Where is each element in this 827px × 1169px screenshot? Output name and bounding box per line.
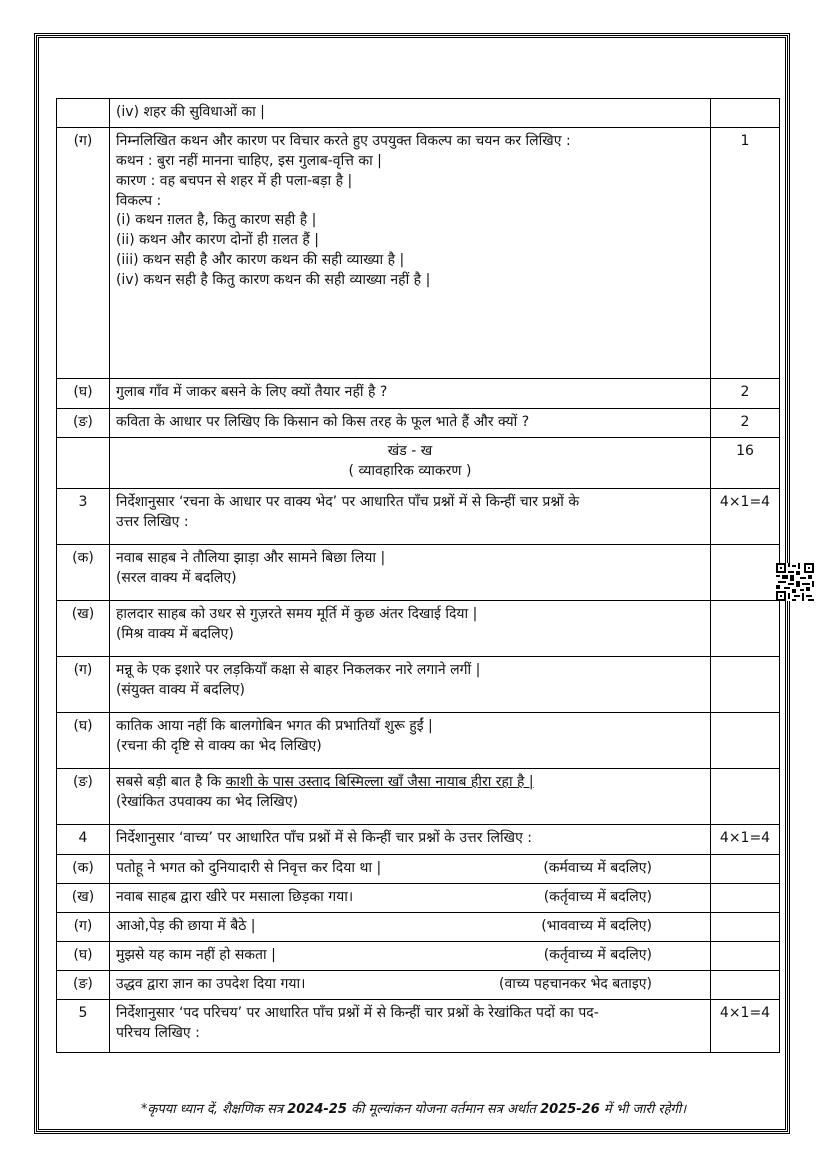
question-line: (रचना की दृष्टि से वाक्य का भेद लिखिए) (115, 737, 322, 754)
marks (711, 656, 780, 712)
question-number: (ग) (57, 912, 110, 941)
question-text (109, 883, 710, 912)
marks: 2 (711, 378, 780, 408)
marks (711, 768, 780, 824)
question-number: 5 (57, 999, 110, 1052)
question-line: गुलाब गाँव में जाकर बसने के लिए क्यों तैयार नहीं है ? (115, 383, 388, 400)
table-row (57, 656, 780, 712)
underlined-clause: काशी के पास उस्ताद बिस्मिल्ला खाँ जैसा नायाब हीरा रहा है | (225, 773, 534, 790)
question-text (109, 99, 710, 128)
question-line: (iv) कथन सही है कितु कारण कथन की सही व्याख्या नहीं है | (115, 272, 431, 288)
instruction: (कर्तृवाच्य में बदलिए) (543, 946, 652, 963)
marks (711, 883, 780, 912)
question-number: (ख) (57, 883, 110, 912)
sentence: नवाब साहब द्वारा खीरे पर मसाला छिड़का गया। (115, 888, 354, 905)
sentence: पतोहू ने भगत को दुनियादारी से निवृत्त कर दिया था | (115, 859, 382, 876)
section-title: खंड - ख (387, 442, 433, 459)
question-text (109, 600, 710, 656)
marks (711, 941, 780, 970)
table-row (57, 883, 780, 912)
question-number: (क) (57, 854, 110, 883)
question-text (109, 970, 710, 999)
table-row (57, 824, 780, 854)
table-row (57, 99, 780, 128)
table-row (57, 970, 780, 999)
question-text (109, 768, 710, 824)
question-line (116, 859, 704, 879)
question-text (109, 999, 710, 1052)
question-line: हालदार साहब को उधर से गुज़रते समय मूर्ति में कुछ अंतर दिखाई दिया | (115, 605, 478, 622)
question-line (116, 888, 704, 908)
question-number: (ङ) (57, 970, 110, 999)
instruction: (कर्तृवाच्य में बदलिए) (543, 888, 652, 905)
question-number: (ख) (57, 600, 110, 656)
question-line: (मिश्र वाक्य में बदलिए) (115, 625, 234, 642)
table-row (57, 127, 780, 378)
question-number: (ङ) (57, 768, 110, 824)
marks: 2 (711, 408, 780, 437)
section-subtitle: ( व्यावहारिक व्याकरण ) (348, 462, 472, 479)
question-line: उत्तर लिखिए : (115, 513, 189, 530)
question-line: (रेखांकित उपवाक्य का भेद लिखिए) (115, 793, 299, 810)
question-number: (ग) (57, 656, 110, 712)
question-text (109, 127, 710, 378)
question-number: (ग) (57, 127, 110, 378)
instruction: (भाववाच्य में बदलिए) (541, 917, 652, 934)
footer-text-2: की मूल्यांकन योजना वर्तमान सत्र अर्थात (346, 1102, 541, 1117)
sentence: आओ,पेड़ की छाया में बैठे | (115, 917, 256, 934)
question-line: विकल्प : (115, 192, 162, 209)
table-row (57, 941, 780, 970)
table-row (57, 712, 780, 768)
marks: 16 (711, 437, 780, 488)
question-text (109, 488, 710, 544)
marks: 4×1=4 (711, 999, 780, 1052)
question-text (109, 824, 710, 854)
question-text (109, 656, 710, 712)
footer-text-3: में भी जारी रहेगी। (599, 1102, 687, 1117)
question-number: (घ) (57, 941, 110, 970)
footer-session-1: 2024-25 (287, 1102, 347, 1117)
footer-session-2: 2025-26 (540, 1102, 600, 1117)
question-line: नवाब साहब ने तौलिया झाड़ा और सामने बिछा लिया | (115, 549, 386, 566)
marks (711, 600, 780, 656)
question-table (56, 98, 780, 1053)
question-line: (i) कथन ग़लत है, कितु कारण सही है | (115, 212, 317, 229)
table-row (57, 999, 780, 1052)
table-row (57, 408, 780, 437)
question-number: (घ) (57, 378, 110, 408)
instruction: (वाच्य पहचानकर भेद बताइए) (499, 975, 652, 992)
question-line: (ii) कथन और कारण दोनों ही ग़लत हैं | (115, 232, 320, 249)
table-row (57, 378, 780, 408)
question-text (109, 712, 710, 768)
table-row (57, 488, 780, 544)
question-number: (क) (57, 544, 110, 600)
question-text (109, 544, 710, 600)
marks: 4×1=4 (711, 824, 780, 854)
question-number: 4 (57, 824, 110, 854)
table-row (57, 544, 780, 600)
question-text (109, 941, 710, 970)
question-number (57, 99, 110, 128)
marks (711, 854, 780, 883)
question-line: (सरल वाक्य में बदलिए) (115, 569, 237, 586)
question-line: कथन : बुरा नहीं मानना चाहिए, इस गुलाब-वृत्ति का | (115, 152, 382, 169)
question-line: निर्देशानुसार ‘पद परिचय’ पर आधारित पाँच प्रश्नों में से किन्हीं चार प्रश्नों के रेखांकित पदों का पद- (115, 1004, 599, 1021)
question-line (116, 975, 704, 995)
question-line (116, 917, 704, 937)
question-line: (iv) शहर की सुविधाओं का | (115, 104, 265, 120)
question-text (109, 408, 710, 437)
table-row (57, 600, 780, 656)
question-line: निर्देशानुसार ‘रचना के आधार पर वाक्य भेद’ पर आधारित पाँच प्रश्नों में से किन्हीं चार प्रश्नों के (115, 493, 580, 510)
question-text (109, 437, 710, 488)
marks (711, 99, 780, 128)
table-row (57, 912, 780, 941)
question-line: (iii) कथन सही है और कारण कथन की सही व्याख्या है | (115, 252, 405, 269)
question-number: (ङ) (57, 408, 110, 437)
question-number: 3 (57, 488, 110, 544)
table-row (57, 437, 780, 488)
question-line: परिचय लिखिए : (115, 1024, 200, 1041)
question-line: कविता के आधार पर लिखिए कि किसान को किस तरह के फूल भाते हैं और क्यों ? (115, 413, 530, 430)
marks: 1 (711, 127, 780, 378)
sentence: उद्धव द्वारा ज्ञान का उपदेश दिया गया। (115, 975, 306, 992)
question-line-plain: सबसे बड़ी बात है कि (115, 773, 226, 790)
question-line (116, 946, 704, 966)
instruction: (कर्मवाच्य में बदलिए) (543, 859, 652, 876)
question-text (109, 854, 710, 883)
qr-code-icon (776, 563, 814, 601)
table-row (57, 854, 780, 883)
footer-note (0, 1099, 827, 1117)
question-line: निर्देशानुसार ‘वाच्य’ पर आधारित पाँच प्रश्नों में से किन्हीं चार प्रश्नों के उत्तर लिखिए : (115, 829, 532, 846)
footer-text-1: *कृपया ध्यान दें, शैक्षणिक सत्र (140, 1102, 288, 1117)
table-row (57, 768, 780, 824)
question-line (116, 773, 704, 793)
marks (711, 912, 780, 941)
question-line: (संयुक्त वाक्य में बदलिए) (115, 681, 245, 698)
question-number (57, 437, 110, 488)
marks (711, 970, 780, 999)
question-line: निम्नलिखित कथन और कारण पर विचार करते हुए उपयुक्त विकल्प का चयन कर लिखिए : (115, 132, 571, 149)
question-line: कातिक आया नहीं कि बालगोबिन भगत की प्रभातियाँ शुरू हुईं | (115, 717, 433, 734)
question-number: (घ) (57, 712, 110, 768)
question-line: कारण : वह बचपन से शहर में ही पला-बड़ा है | (115, 172, 353, 189)
marks (711, 544, 780, 600)
sentence: मुझसे यह काम नहीं हो सकता | (115, 946, 276, 963)
question-text (109, 378, 710, 408)
question-line: मन्नू के एक इशारे पर लड़कियाँ कक्षा से बाहर निकलकर नारे लगाने लगीं | (115, 661, 481, 678)
marks: 4×1=4 (711, 488, 780, 544)
question-text (109, 912, 710, 941)
marks (711, 712, 780, 768)
